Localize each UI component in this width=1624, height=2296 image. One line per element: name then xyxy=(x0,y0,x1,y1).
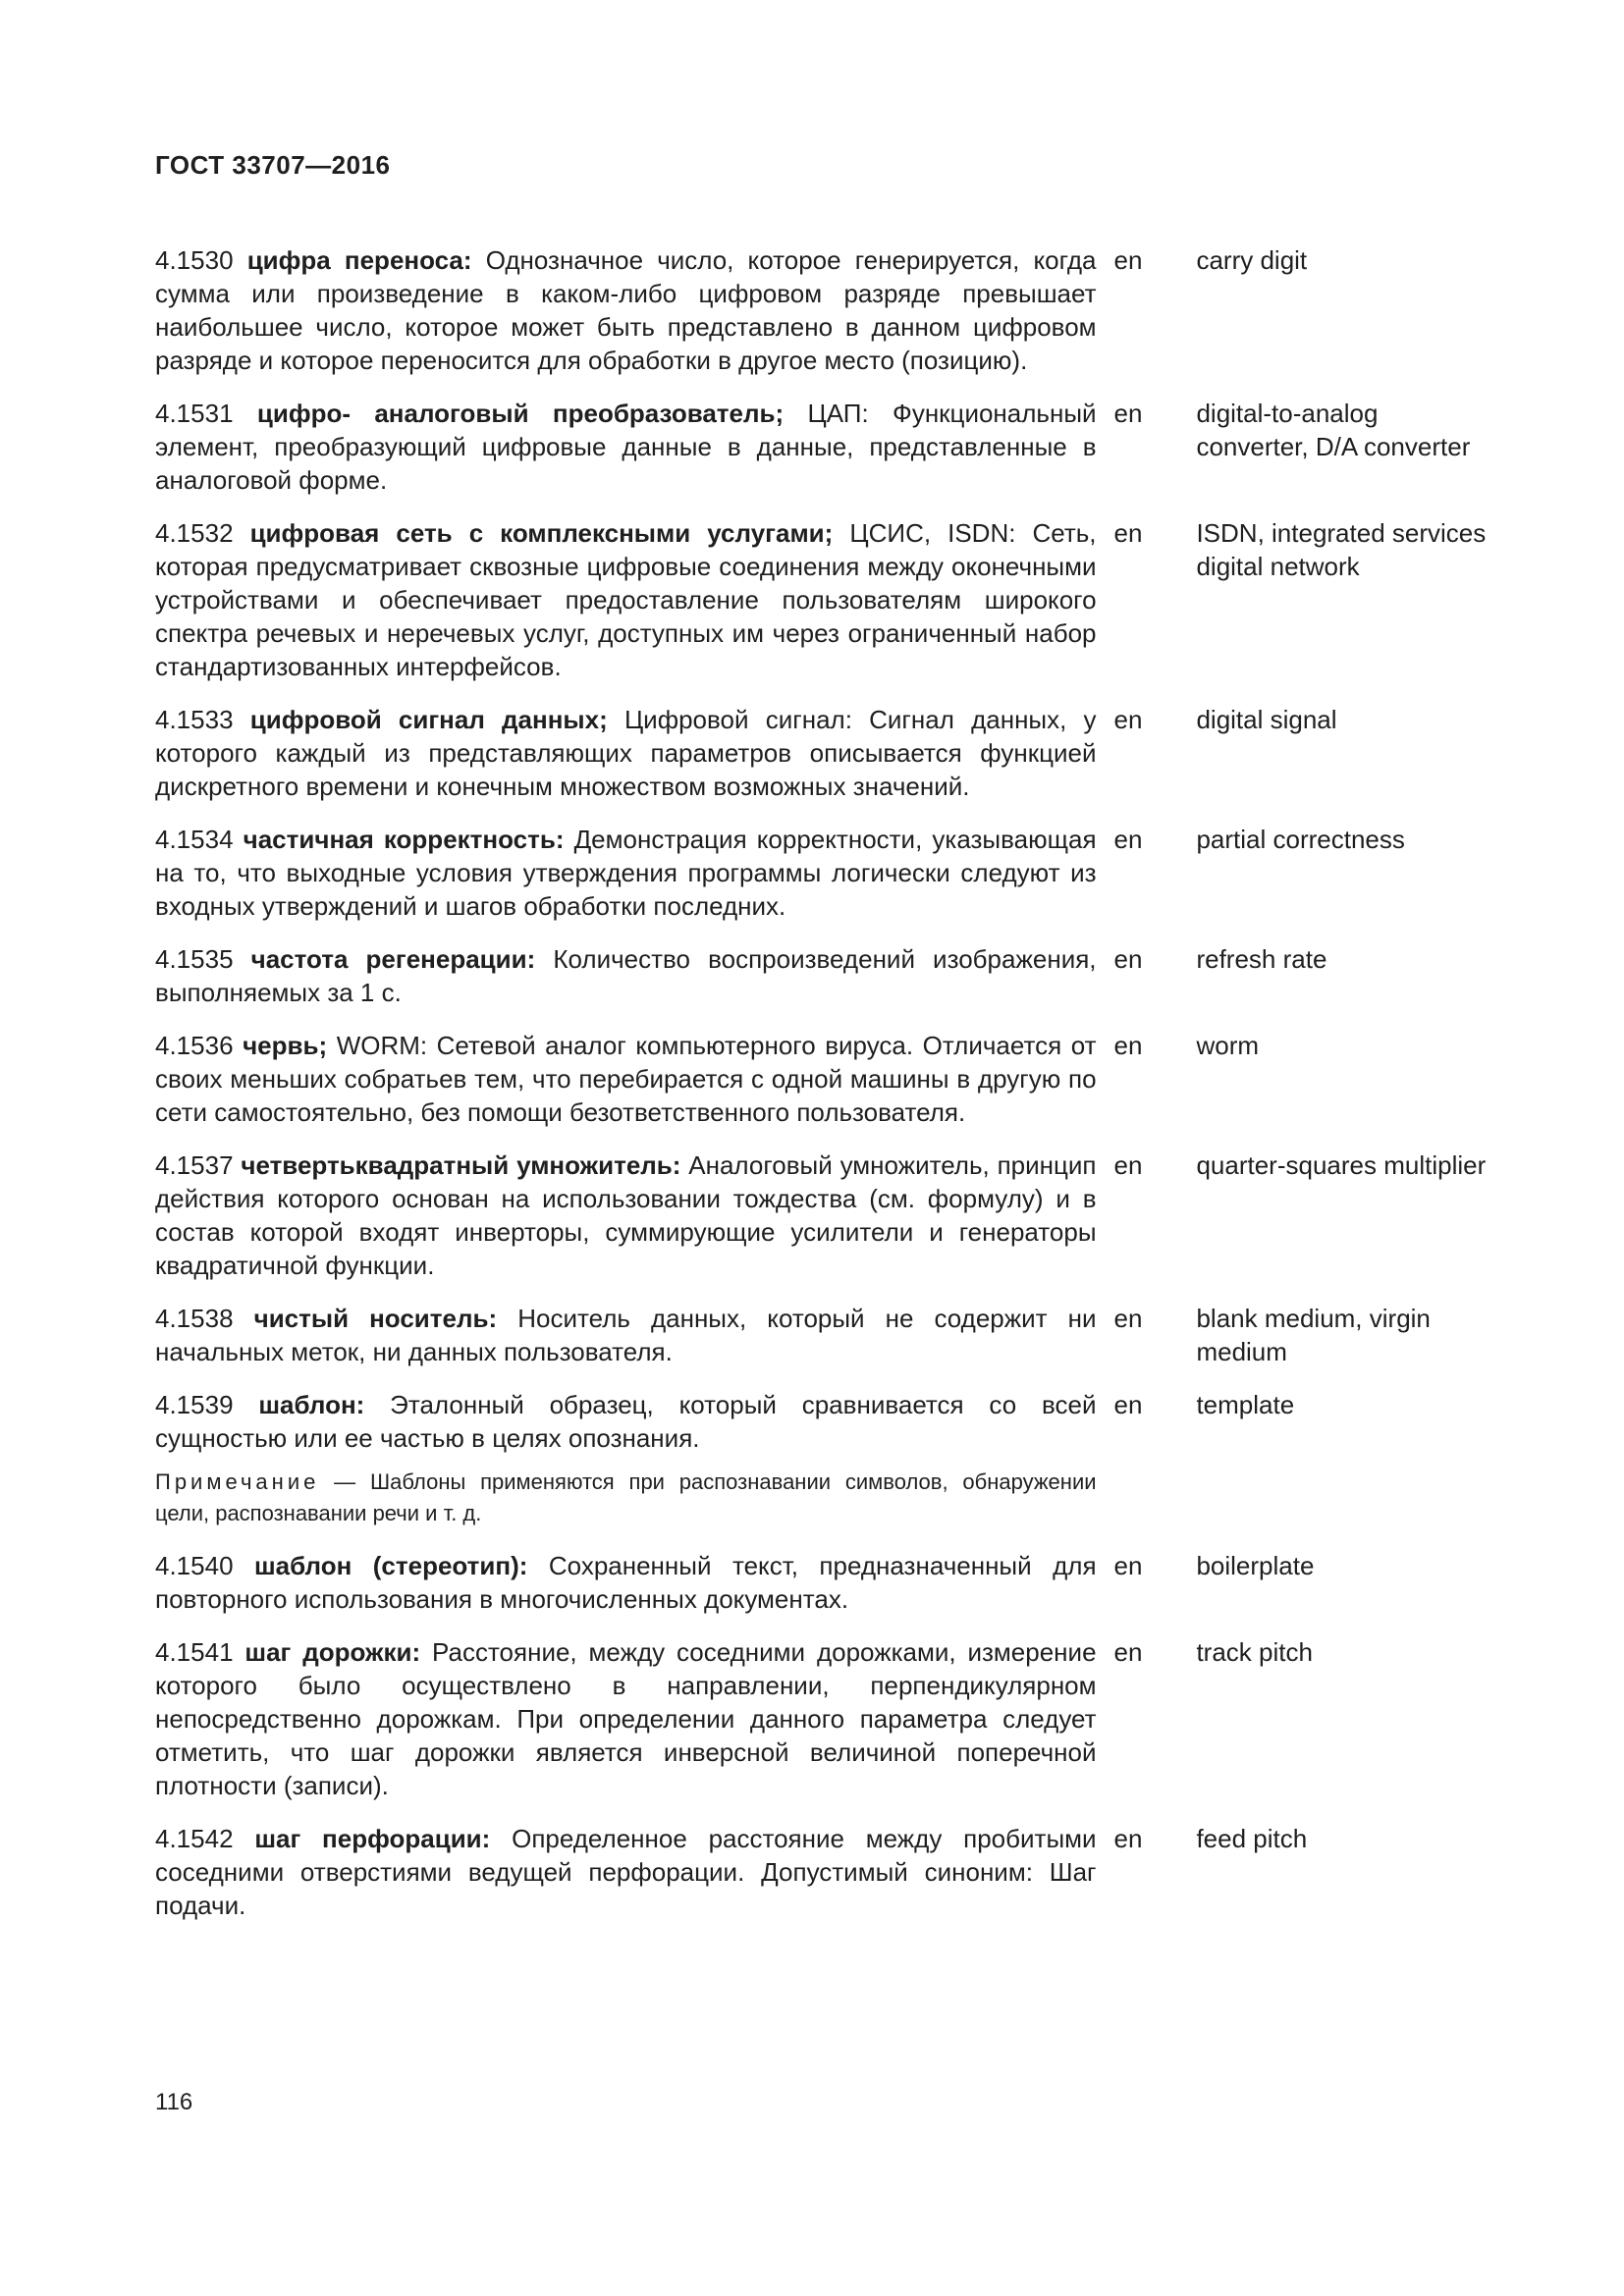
entry-lang: en xyxy=(1113,1304,1143,1333)
entry-definition: ЦАП: Функциональный элемент, преобразующий цифровые данные в данные, представленные в аналоговой форме. xyxy=(155,399,1097,495)
entry-text xyxy=(155,703,1097,803)
entry-number: 4.1533 xyxy=(155,705,234,734)
entry-lang: en xyxy=(1113,1031,1143,1060)
entry-term: шаблон: xyxy=(258,1390,365,1419)
entry-text xyxy=(155,1822,1097,1922)
entry-text xyxy=(155,942,1097,1009)
entry-equivalent: track pitch xyxy=(1196,1637,1313,1667)
entry-term: шаг перфорации: xyxy=(254,1824,491,1853)
entry-number: 4.1537 xyxy=(155,1150,234,1180)
entry-definition: Расстояние, между соседними дорожками, измерение которого было осуществлено в направлении, перпендикулярном непосредственно дорожкам. При определении данного параметра следует отметить, что шаг дорожки является инверсной величиной поперечной плотности (записи). xyxy=(155,1637,1097,1800)
entry-term: частота регенерации: xyxy=(250,944,536,974)
entry-term: червь; xyxy=(243,1031,328,1060)
entry-number: 4.1541 xyxy=(155,1637,234,1667)
term-entry-1534 xyxy=(155,823,1490,923)
entry-term: цифровой сигнал данных; xyxy=(249,705,608,734)
entry-equivalent: feed pitch xyxy=(1196,1824,1308,1853)
entry-equivalent: ISDN, integrated services digital network xyxy=(1196,518,1487,581)
term-entry-1535 xyxy=(155,942,1490,1009)
entry-equivalent: carry digit xyxy=(1196,245,1308,275)
entry-lang: en xyxy=(1113,825,1143,854)
entry-text xyxy=(155,1549,1097,1616)
entry-number: 4.1530 xyxy=(155,245,234,275)
entry-definition: Количество воспроизведений изображения, выполняемых за 1 с. xyxy=(155,944,1097,1007)
entry-lang: en xyxy=(1113,1150,1143,1180)
entry-definition: Цифровой сигнал: Сигнал данных, у которого каждый из представляющих параметров описывается функцией дискретного времени и конечным множеством возможных значений. xyxy=(155,705,1097,801)
entry-equivalent: digital-to-analog converter, D/A converter xyxy=(1196,399,1471,461)
entry-term: частичная корректность: xyxy=(243,825,565,854)
term-entry-1541 xyxy=(155,1635,1490,1802)
term-entry-1538 xyxy=(155,1302,1490,1368)
entry-text xyxy=(155,1388,1097,1529)
entry-definition: Однозначное число, которое генерируется, когда сумма или произведение в каком-либо цифровом разряде превышает наибольшее число, которое может быть представлено в данном цифровом разряде и которое переносится для обработки в другое место (позицию). xyxy=(155,245,1097,375)
entry-equivalent: partial correctness xyxy=(1196,825,1405,854)
term-entry-1530 xyxy=(155,243,1490,377)
entry-term: шаг дорожки: xyxy=(244,1637,421,1667)
entry-definition: Эталонный образец, который сравнивается со всей сущностью или ее частью в целях опознания. xyxy=(155,1390,1097,1453)
entry-lang: en xyxy=(1113,944,1143,974)
entry-equivalent: refresh rate xyxy=(1196,944,1327,974)
entry-lang: en xyxy=(1113,1637,1143,1667)
entry-term: цифро- аналоговый преобразователь; xyxy=(256,399,785,428)
terms-list xyxy=(155,243,1490,1942)
entry-definition: Аналоговый умножитель, принцип действия которого основан на использовании тождества (см. формулу) и в состав которой входят инверторы, суммирующие усилители и генераторы квадратичной функции. xyxy=(155,1150,1097,1280)
term-entry-1533 xyxy=(155,703,1490,803)
term-entry-1539 xyxy=(155,1388,1490,1529)
entry-text xyxy=(155,516,1097,683)
entry-definition: WORM: Сетевой аналог компьютерного вируса. Отличается от своих меньших собратьев тем, что перебирается с одной машины в другую по сети самостоятельно, без помощи безответственного пользователя. xyxy=(155,1031,1097,1127)
entry-number: 4.1532 xyxy=(155,518,234,548)
entry-definition: ЦСИС, ISDN: Сеть, которая предусматривает сквозные цифровые соединения между оконечными устройствами и обеспечивает предоставление пользователям широкого спектра речевых и неречевых услуг, доступных им через ограниченный набор стандартизованных интерфейсов. xyxy=(155,518,1097,681)
entry-equivalent: worm xyxy=(1196,1031,1260,1060)
entry-term: четвертьквадратный умножитель: xyxy=(241,1150,681,1180)
entry-definition: Носитель данных, который не содержит ни начальных меток, ни данных пользователя. xyxy=(155,1304,1097,1366)
entry-note xyxy=(155,1467,1097,1529)
entry-number: 4.1531 xyxy=(155,399,234,428)
entry-number: 4.1540 xyxy=(155,1551,234,1580)
entry-text xyxy=(155,1148,1097,1282)
entry-term: цифра переноса: xyxy=(246,245,472,275)
entry-equivalent: boilerplate xyxy=(1196,1551,1315,1580)
term-entry-1532 xyxy=(155,516,1490,683)
entry-equivalent: blank medium, virgin medium xyxy=(1196,1304,1431,1366)
note-label: Примечание xyxy=(155,1469,320,1494)
entry-lang: en xyxy=(1113,399,1143,428)
entry-lang: en xyxy=(1113,245,1143,275)
entry-number: 4.1534 xyxy=(155,825,234,854)
entry-equivalent: quarter-squares multiplier xyxy=(1196,1150,1487,1180)
term-entry-1537 xyxy=(155,1148,1490,1282)
note-text: — Шаблоны применяются при распознавании символов, обнаружении цели, распознавании речи и т. д. xyxy=(155,1469,1097,1525)
entry-lang: en xyxy=(1113,1390,1143,1419)
entry-equivalent: digital signal xyxy=(1196,705,1337,734)
entry-lang: en xyxy=(1113,1551,1143,1580)
entry-definition: Демонстрация корректности, указывающая на то, что выходные условия утверждения программы логически следуют из входных утверждений и шагов обработки последних. xyxy=(155,825,1097,921)
entry-number: 4.1536 xyxy=(155,1031,234,1060)
entry-definition: Сохраненный текст, предназначенный для повторного использования в многочисленных документах. xyxy=(155,1551,1097,1614)
entry-number: 4.1542 xyxy=(155,1824,234,1853)
entry-lang: en xyxy=(1113,518,1143,548)
page-number: 116 xyxy=(155,2089,193,2115)
term-entry-1531 xyxy=(155,397,1490,497)
entry-text xyxy=(155,397,1097,497)
entry-text xyxy=(155,1302,1097,1368)
entry-lang: en xyxy=(1113,1824,1143,1853)
entry-term: шаблон (стереотип): xyxy=(254,1551,528,1580)
entry-number: 4.1535 xyxy=(155,944,234,974)
term-entry-1536 xyxy=(155,1029,1490,1129)
term-entry-1540 xyxy=(155,1549,1490,1616)
entry-definition: Определенное расстояние между пробитыми соседними отверстиями ведущей перфорации. Допустимый синоним: Шаг подачи. xyxy=(155,1824,1097,1920)
entry-text xyxy=(155,243,1097,377)
entry-equivalent: template xyxy=(1196,1390,1295,1419)
entry-text xyxy=(155,1029,1097,1129)
entry-text xyxy=(155,823,1097,923)
entry-text xyxy=(155,1635,1097,1802)
entry-number: 4.1539 xyxy=(155,1390,234,1419)
entry-term: цифровая сеть с комплексными услугами; xyxy=(249,518,834,548)
entry-term: чистый носитель: xyxy=(253,1304,498,1333)
entry-lang: en xyxy=(1113,705,1143,734)
document-header: ГОСТ 33707—2016 xyxy=(155,150,391,180)
term-entry-1542 xyxy=(155,1822,1490,1922)
entry-number: 4.1538 xyxy=(155,1304,234,1333)
